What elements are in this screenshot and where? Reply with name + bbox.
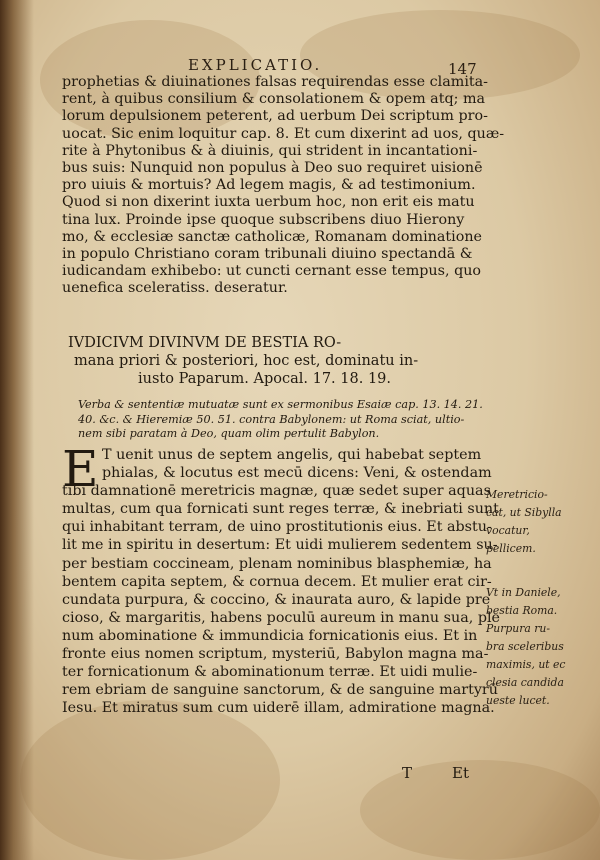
text-line: tibi damnationē meretricis magnæ, quæ sedet super aquas bbox=[62, 483, 491, 500]
paper-stain bbox=[360, 760, 600, 860]
paper-stain bbox=[20, 700, 280, 860]
text-line: rem ebriam de sanguine sanctorum, & de sanguine martyrū bbox=[62, 682, 498, 699]
catchword-right: Et bbox=[452, 764, 469, 782]
text-line: bentem capita septem, & cornua decem. Et mulier erat cir- bbox=[62, 573, 492, 590]
body-paragraph bbox=[62, 74, 505, 298]
text-line: pro uiuis & mortuis? Ad legem magis, & ad testimonium. bbox=[62, 177, 476, 194]
text-line: cundata purpura, & coccino, & inaurata auro, & lapide pre bbox=[62, 591, 491, 608]
marginal-line: ueste lucet. bbox=[486, 694, 550, 707]
text-line: rite à Phytonibus & à diuinis, qui strident in incantationi- bbox=[62, 142, 478, 159]
marginal-line: Meretricio- bbox=[486, 488, 548, 501]
text-line: fronte eius nomen scriptum, mysteriū, Babylon magna ma- bbox=[62, 646, 489, 663]
text-line: mo, & ecclesiæ sanctæ catholicæ, Romanam dominatione bbox=[62, 228, 482, 245]
text-line: tina lux. Proinde ipse quoque subscribens diuo Hierony bbox=[62, 211, 465, 228]
section-heading bbox=[68, 334, 480, 388]
text-line: cioso, & margaritis, habens poculū aureum in manu sua, ple bbox=[62, 609, 501, 626]
text-line: multas, cum qua fornicati sunt reges terræ, & inebriati sunt bbox=[62, 501, 499, 518]
main-paragraph bbox=[62, 440, 501, 717]
binding-edge bbox=[0, 0, 34, 860]
catchword-left: T bbox=[402, 764, 413, 782]
italic-line: Verba & sententiæ mutuatæ sunt ex sermonibus Esaiæ cap. 13. 14. 21. bbox=[78, 398, 483, 411]
text-line: bus suis: Nunquid non populus à Deo suo requiret uisionē bbox=[62, 160, 483, 177]
marginal-line: cat, ut Sibylla bbox=[486, 506, 562, 519]
text-line: rent, à quibus consilium & consolationem & opem atq; ma bbox=[62, 91, 486, 108]
text-line: T uenit unus de septem angelis, qui habebat septem bbox=[102, 447, 482, 463]
text-line: uocat. Sic enim loquitur cap. 8. Et cum dixerint ad uos, quæ- bbox=[62, 125, 505, 142]
marginal-line: Purpura ru- bbox=[486, 622, 551, 635]
text-line: lorum depulsionem peterent, ad uerbum Dei scriptum pro- bbox=[62, 108, 488, 125]
italic-line: 40. &c. & Hieremiæ 50. 51. contra Babylonem: ut Roma sciat, ultio- bbox=[78, 412, 465, 426]
text-line: prophetias & diuinationes falsas requirendas esse clamita- bbox=[62, 74, 489, 90]
marginal-note bbox=[486, 584, 586, 710]
drop-capital: E bbox=[62, 440, 99, 498]
page-number: 147 bbox=[448, 60, 477, 78]
text-line: in populo Christiano coram tribunali diuino spectandā & bbox=[62, 246, 473, 263]
text-line: ter fornicationum & abominationum terræ. Et uidi mulie- bbox=[62, 664, 478, 681]
marginal-line: clesia candida bbox=[486, 676, 564, 689]
heading-line: mana priori & posteriori, hoc est, dominatu in- bbox=[74, 353, 419, 369]
text-line: Iesu. Et miratus sum cum uiderē illam, admiratione magna. bbox=[62, 700, 495, 717]
italic-line: nem sibi paratam à Deo, quam olim pertulit Babylon. bbox=[78, 427, 380, 441]
text-line: qui inhabitant terram, de uino prostitutionis eius. Et abstu- bbox=[62, 519, 492, 536]
heading-line: iusto Paparum. Apocal. 17. 18. 19. bbox=[138, 371, 391, 387]
marginal-line: bra sceleribus bbox=[486, 640, 564, 653]
running-title: EXPLICATIO. bbox=[188, 56, 323, 74]
marginal-line: maximis, ut ec bbox=[486, 658, 566, 671]
marginal-line: vocatur, bbox=[486, 524, 530, 537]
marginal-line: pellicem. bbox=[486, 542, 536, 555]
text-line: phialas, & locutus est mecū dicens: Veni, & ostendam bbox=[102, 465, 492, 482]
italic-note bbox=[78, 398, 483, 442]
text-line: iudicandam exhibebo: ut cuncti cernant esse tempus, quo bbox=[62, 263, 482, 280]
text-line: uenefica sceleratiss. deseratur. bbox=[62, 280, 288, 297]
text-line: num abominatione & immundicia fornicationis eius. Et in bbox=[62, 627, 478, 644]
text-line: lit me in spiritu in desertum: Et uidi mulierem sedentem su- bbox=[62, 537, 498, 554]
text-line: per bestiam coccineam, plenam nominibus blasphemiæ, ha bbox=[62, 555, 492, 572]
text-line: Quod si non dixerint iuxta uerbum hoc, non erit eis matu bbox=[62, 194, 475, 211]
marginal-line: Vt in Daniele, bbox=[486, 586, 561, 599]
marginal-line: bestia Roma. bbox=[486, 604, 558, 617]
heading-line: IVDICIVM DIVINVM DE BESTIA RO- bbox=[68, 335, 342, 351]
marginal-note bbox=[486, 486, 586, 558]
